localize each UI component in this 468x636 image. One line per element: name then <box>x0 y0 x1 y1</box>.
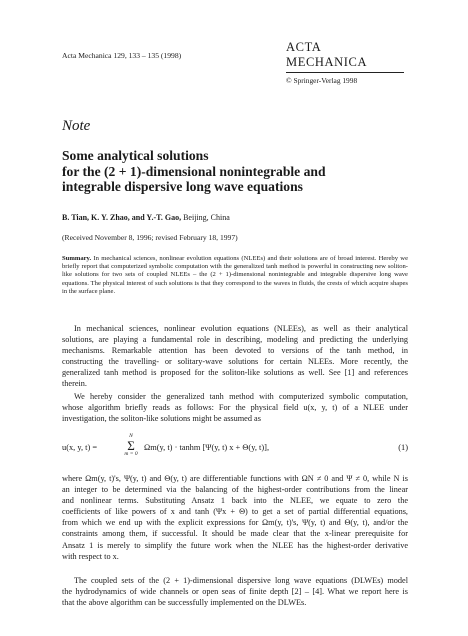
body-paragraph-4 <box>62 575 408 608</box>
text-line: Ansatz 1 is merely to simplify the future work when the NLEE has the highest-order derivative <box>62 540 408 550</box>
equation-1 <box>62 432 408 464</box>
text-line: We hereby consider the generalized tanh method with computerized symbolic computation, <box>74 392 408 401</box>
body-paragraph-3 <box>62 473 408 562</box>
text-line: In mechanical sciences, nonlinear evolution equations (NLEEs), as well as their analytical <box>74 324 408 333</box>
body-paragraph-1 <box>62 323 408 390</box>
text-line: coefficients of like powers of x and tanh (Ψx + Θ) to get a set of partial differential equations, <box>62 507 408 517</box>
sum-lower-limit: m = 0 <box>124 451 138 457</box>
text-line: The coupled sets of the (2 + 1)-dimensional dispersive long wave equations (DLWEs) model <box>74 576 408 585</box>
text-line: with respect to x. <box>62 551 119 561</box>
text-line: therein. <box>62 379 87 389</box>
text-line: an integer to be determined via the balancing of the highest-order contributions from the linear <box>62 485 408 495</box>
article-title <box>62 148 412 195</box>
journal-reference: Acta Mechanica 129, 133 – 135 (1998) <box>62 51 182 60</box>
text-line: from which we end up with the explicit expressions for Ωm(y, t)'s, Ψ(y, t) and Θ(y, t), and/or the <box>62 518 408 528</box>
equation-number: (1) <box>398 443 408 452</box>
text-line: and nonlinear terms. Substituting Ansatz 1 back into the NLEE, we equate to zero the <box>62 496 408 506</box>
text-line: the hydrodynamics of wide channels or open seas of finite depth [2] – [4]. What we report here is <box>62 587 408 597</box>
summary-text: In mechanical sciences, nonlinear evolution equations (NLEEs) and their solutions are of broad interest. Hereby we briefly report that computerized symbolic computation with the generalized tanh method is powerful in constructing new soliton-like solutions for two sets of coupled NLEEs – the (2 + 1)-dimensional nonintegrable and integrable dispersive long wave equations. The physical interest of such solutions is that they correspond to the waves in fluids, the crests of which acquire shapes in the surface plane. <box>62 255 408 295</box>
article-title-line: integrable dispersive long wave equations <box>62 179 303 195</box>
sum-upper-limit: N <box>129 433 133 439</box>
text-line: investigation, the soliton-like solutions might be assumed as <box>62 414 261 424</box>
equation-lhs: u(x, y, t) = <box>62 443 98 452</box>
summary-abstract <box>62 255 408 296</box>
text-line: mechanisms. Remarkable attention has been devoted to versions of the tanh method, in <box>62 346 408 356</box>
text-line: where Ωm(y, t)'s, Ψ(y, t) and Θ(y, t) are differentiable functions with ΩN ≠ 0 and Ψ ≠ 0, while N is <box>62 474 408 483</box>
sum-symbol: Σ <box>127 438 135 453</box>
text-line: generalized tanh method is proposed for the soliton-like solutions as well. See [1] and references <box>62 368 408 378</box>
text-line: constraints among them, if successful. It should be made clear that the x-linear prerequisite for <box>62 529 408 539</box>
text-line: solutions, are playing a fundamental role in describing, modeling and predicting the underlying <box>62 335 408 345</box>
journal-brand-title: ACTA MECHANICA <box>286 40 404 73</box>
summary-label: Summary. <box>62 255 92 262</box>
author-affiliation: Beijing, China <box>181 213 230 222</box>
journal-brand <box>286 40 404 85</box>
section-label: Note <box>62 118 91 134</box>
author-names: B. Tian, K. Y. Zhao, and Y.-T. Gao, <box>62 213 182 222</box>
author-line <box>62 213 230 222</box>
body-paragraph-2 <box>62 391 408 424</box>
text-line: whose algorithm briefly reads as follows: For the physical field u(x, y, t) of a NLEE under <box>62 403 408 413</box>
summation <box>124 432 138 459</box>
article-title-line: for the (2 + 1)-dimensional nonintegrable and <box>62 163 326 179</box>
equation-rhs: Ωm(y, t) · tanhm [Ψ(y, t) x + Θ(y, t)], <box>144 443 270 452</box>
publisher-copyright: © Springer-Verlag 1998 <box>286 76 358 85</box>
text-line: that the above algorithm can be successfully implemented on the DLWEs. <box>62 598 307 608</box>
text-line: constructing the travelling- or solitary-wave solutions for certain NLEEs. More recently, the <box>62 357 408 367</box>
received-dates: (Received November 8, 1996; revised February 18, 1997) <box>62 233 238 242</box>
article-title-line: Some analytical solutions <box>62 148 209 163</box>
